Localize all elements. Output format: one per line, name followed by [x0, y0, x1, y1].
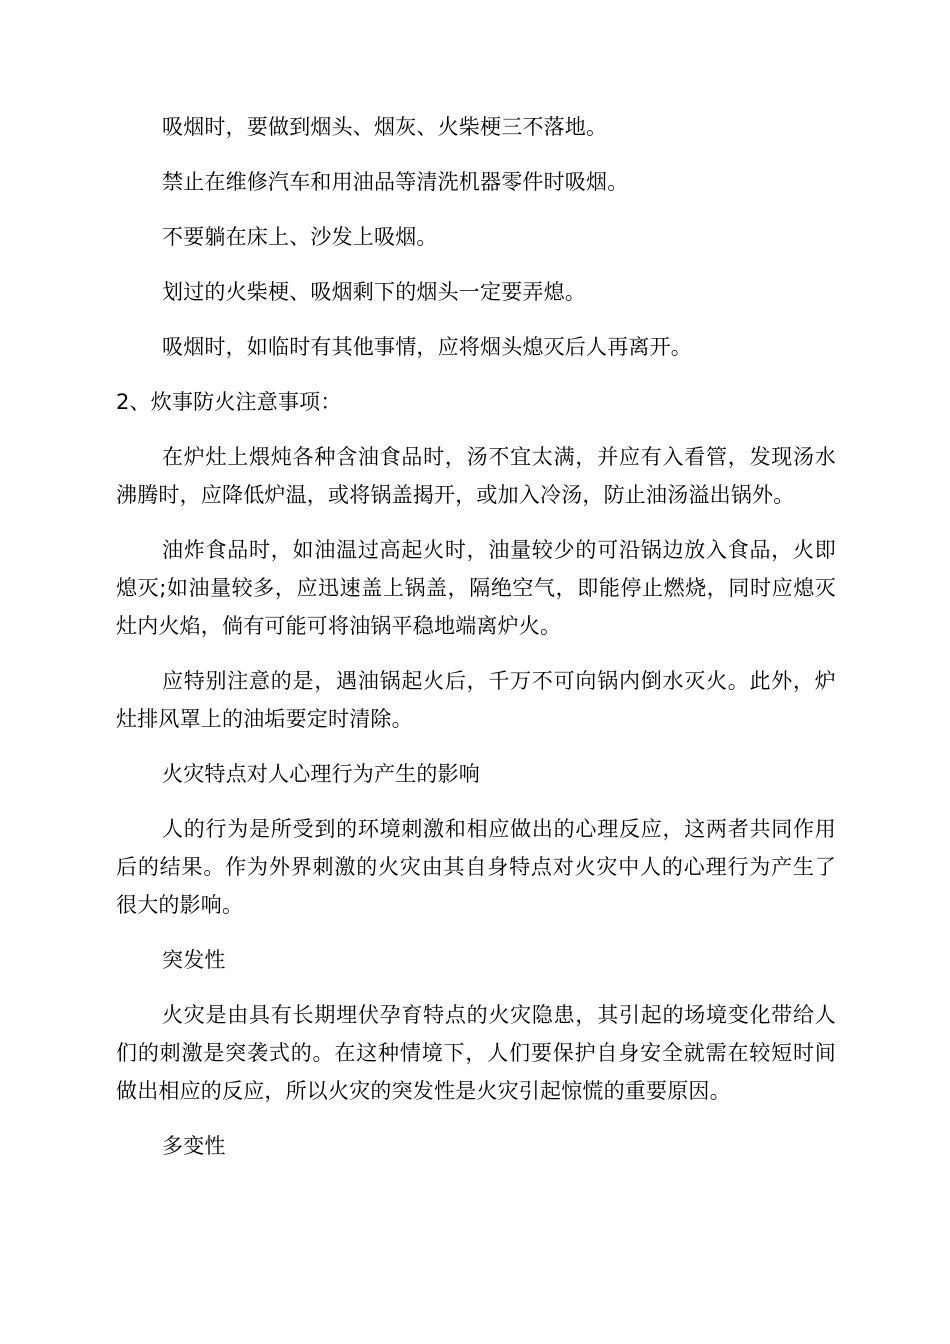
subheading-variability: 多变性 [162, 1134, 226, 1158]
paragraph-smoking-rule-1: 吸烟时，要做到烟头、烟灰、火柴梗三不落地。 [162, 115, 608, 139]
paragraph-cooking-stew: 在炉灶上煨炖各种含油食品时，汤不宜太满，并应有入看管，发现汤水沸腾时，应降低炉温，或将锅盖揭开，或加入冷汤，防止油汤溢出锅外。 [116, 445, 836, 507]
paragraph-smoking-rule-2: 禁止在维修汽车和用油品等清洗机器零件时吸烟。 [162, 170, 629, 194]
paragraph-cooking-frying: 油炸食品时，如油温过高起火时，油量较少的可沿锅边放入食品，火即熄灭;如油量较多，应迅速盖上锅盖，隔绝空气，即能停止燃烧，同时应熄灭灶内火焰，倘有可能可将油锅平稳地端离炉火。 [116, 538, 836, 638]
section-heading-cooking-fire: 2、炊事防火注意事项： [116, 390, 342, 414]
subheading-fire-psychology: 火灾特点对人心理行为产生的影响 [162, 762, 480, 786]
paragraph-smoking-rule-3: 不要躺在床上、沙发上吸烟。 [162, 225, 438, 249]
paragraph-fire-psychology: 人的行为是所受到的环境刺激和相应做出的心理反应，这两者共同作用后的结果。作为外界刺激的火灾由其自身特点对火灾中人的心理行为产生了很大的影响。 [116, 817, 836, 917]
paragraph-suddenness: 火灾是由具有长期埋伏孕育特点的火灾隐患，其引起的场境变化带给人们的刺激是突袭式的。在这种情境下，人们要保护自身安全就需在较短时间做出相应的反应，所以火灾的突发性是火灾引起惊慌的重要原因。 [116, 1003, 836, 1103]
paragraph-smoking-rule-5: 吸烟时，如临时有其他事情，应将烟头熄灭后人再离开。 [162, 335, 692, 359]
paragraph-smoking-rule-4: 划过的火柴梗、吸烟剩下的烟头一定要弄熄。 [162, 280, 586, 304]
paragraph-cooking-warning: 应特别注意的是，遇油锅起火后，千万不可向锅内倒水灭火。此外，炉灶排风罩上的油垢要定时清除。 [116, 669, 836, 731]
subheading-suddenness: 突发性 [162, 948, 226, 972]
document-body [116, 108, 836, 1165]
